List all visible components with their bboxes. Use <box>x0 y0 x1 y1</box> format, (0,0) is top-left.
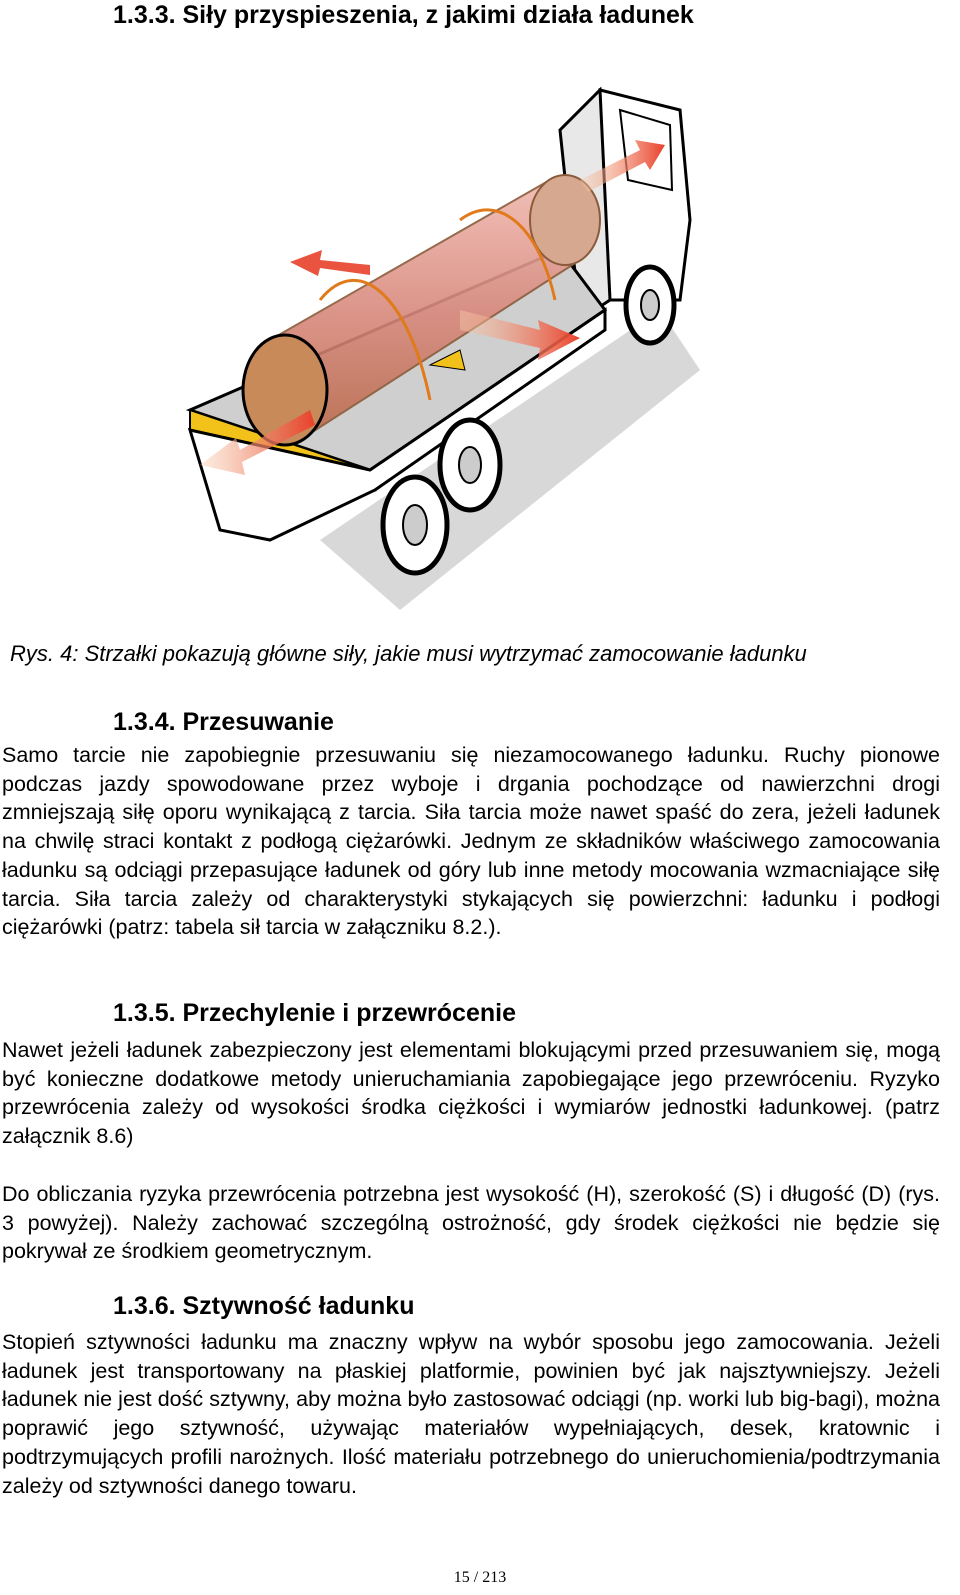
section-heading-1-3-5: 1.3.5. Przechylenie i przewrócenie <box>113 999 516 1027</box>
section-heading-1-3-6: 1.3.6. Sztywność ładunku <box>113 1292 415 1320</box>
section-heading-1-3-4: 1.3.4. Przesuwanie <box>113 708 334 736</box>
truck-cargo-forces-illustration <box>160 70 700 630</box>
force-arrow-side-left <box>290 250 370 276</box>
paragraph-tipping-calc: Do obliczania ryzyka przewrócenia potrzebna jest wysokość (H), szerokość (S) i długość (D) (rys. 3 powyżej). Należy zachować szczególną ostrożność, gdy środek ciężkości nie będzie się pokrywał ze środkiem geometrycznym. <box>2 1182 940 1264</box>
section-heading-1-3-3: 1.3.3. Siły przyspieszenia, z jakimi działa ładunek <box>113 1 694 29</box>
figure-caption: Rys. 4: Strzałki pokazują główne siły, jakie musi wytrzymać zamocowanie ładunku <box>10 641 807 666</box>
paragraph-sliding: Samo tarcie nie zapobiegnie przesuwaniu się niezamocowanego ładunku. Ruchy pionowe podczas jazdy spowodowane przez wyboje i drgania pochodzące od nawierzchni drogi zmniejszają siłę oporu wynikającą z tarcia. Siła tarcia może nawet spaść do zera, jeżeli ładunek na chwilę straci kontakt z podłogą ciężarówki. Jednym ze składników właściwego zamocowania ładunku są odciągi przepasujące ładunek od góry lub inne metody mocowania wzmacniające siłę tarcia. Siła tarcia zależy od charakterystyki stykających się powierzchni: ładunku i podłogi ciężarówki (patrz: tabela sił tarcia w załączniku 8.2.). <box>2 743 940 940</box>
page-number: 15 / 213 <box>453 1569 507 1586</box>
paragraph-rigidity: Stopień sztywności ładunku ma znaczny wpływ na wybór sposobu jego zamocowania. Jeżeli ładunek jest transportowany na płaskiej platformie, powinien być jak najsztywniejszy. Jeżeli ładunek nie jest dość sztywny, aby można było zastosować odciągi (np. worki lub big-bagi), można poprawić jego sztywność, używając materiałów wypełniających, desek, kratownic i podtrzymujących profili narożnych. Ilość materiału potrzebnego do unieruchomienia/podtrzymania zależy od sztywności danego towaru. <box>2 1330 940 1498</box>
paragraph-tipping: Nawet jeżeli ładunek zabezpieczony jest elementami blokującymi przed przesuwaniem się, mogą być konieczne dodatkowe metody unieruchamiania zapobiegające jego przewróceniu. Ryzyko przewrócenia zależy od wysokości środka ciężkości i wymiarów jednostki ładunkowej. (patrz załącznik 8.6) <box>2 1038 940 1149</box>
